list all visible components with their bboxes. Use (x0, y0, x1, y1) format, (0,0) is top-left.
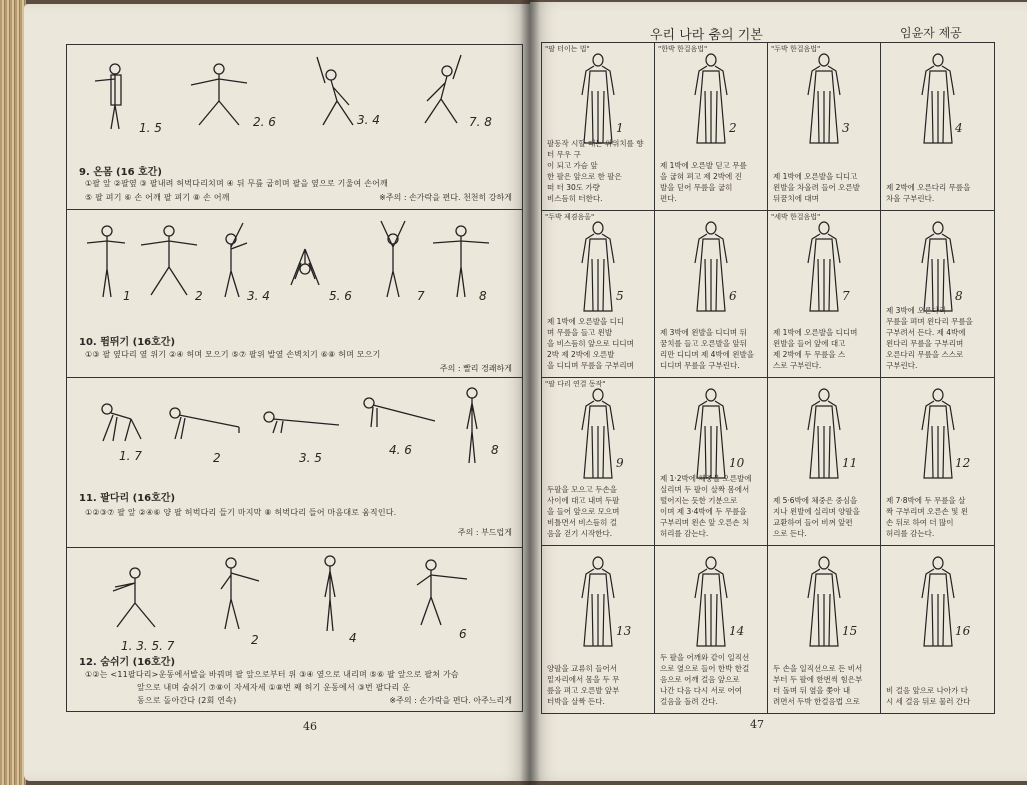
section-instruction: ⑤ 팔 펴기 ⑥ 손 어깨 팔 펴기 ⑧ 손 어깨 (85, 193, 230, 202)
step-description: 제 1·2박에 체중을 오른발에 실리며 두 팔이 살짝 몸에서 떨어지는 듯한 기분으로 이며 제 3·4박에 두 무릎을 구부리며 왼손 앞 오른손 처 허리를 감는다. (660, 473, 752, 538)
step-number: 14 (729, 623, 745, 638)
step-number: 4 (955, 121, 963, 135)
page-number-right: 47 (750, 718, 764, 731)
section-instruction: 동으로 돌아간다 (2회 연속) (137, 696, 237, 705)
step-description: 제 1박에 오른발 딛고 무릎 을 굽혀 펴고 제 2박에 진 발을 딛어 무릎을 굽히 편다. (660, 160, 747, 203)
figure-label: 5. 6 (329, 289, 352, 303)
dancer-figure (802, 51, 846, 151)
step-description: 양팔을 교류히 들어서 밑자리에서 몸을 두 무 릎을 펴고 오른발 앞부 터박을 살짝 든다. (547, 664, 620, 706)
figure-bend-side-2 (417, 53, 471, 127)
dance-step-cell (655, 43, 768, 211)
section-note: 주의 : 부드럽게 (457, 528, 512, 537)
step-description: 제 7·8박에 두 무릎을 살 짝 구부리며 오른손 및 왼 손 뒤로 하여 더 많이 허리를 감는다. (886, 495, 968, 538)
figure-label: 7 (417, 289, 425, 303)
step-number: 13 (616, 623, 632, 638)
figure-label: 2. 6 (253, 115, 276, 129)
step-number: 12 (955, 456, 971, 470)
dance-step-cell (768, 546, 881, 714)
section-instruction: ①②는 <11팔다리>운동에서발을 바꿔며 팔 앞으로부터 위 ③④ 옆으로 내리며 ⑤⑥ 팔 앞으로 팔쳐 가슴 (85, 670, 459, 679)
dance-step-cell (542, 546, 655, 714)
dance-step-cell (881, 43, 994, 211)
page-header-credit: 임윤자 제공 (900, 26, 962, 40)
dance-step-cell (542, 378, 655, 546)
figure-arm-raise (411, 557, 471, 627)
figure-label: 1. 7 (119, 449, 142, 463)
dancer-figure (916, 386, 960, 486)
dance-step-cell (655, 378, 768, 546)
step-description: 제 1박에 오른발을 디디며 왼발을 들어 앞에 대고 제 2박에 두 무릎을 스 스로 구부린다. (773, 328, 858, 370)
step-description: 제 3박에 오른다리 무릎을 펴며 왼다리 무릎을 구부려서 든다. 제 4박에 왼다리 무릎을 구부리며 오른다리 무릎을 스스로 구부린다. (886, 306, 973, 370)
step-description: 제 3박에 왼발을 디디며 뒤 꿈치를 들고 오른발을 앞뒤 리만 디디며 제 4박에 왼발을 디디며 무릎을 구부린다. (660, 328, 755, 370)
dance-step-cell (542, 43, 655, 211)
dance-step-cell (768, 43, 881, 211)
figure-standing-tall (315, 553, 345, 633)
dancer-figure (689, 554, 733, 654)
step-description: 두 손을 일직선으로 든 비서 부터 두 팔에 한번씩 힘은부 터 돌며 뒤 옆을 쫓아 내 려면서 두박 한걸음법 으로 (773, 664, 863, 706)
step-number: 16 (955, 623, 971, 638)
dance-step-cell (768, 211, 881, 379)
section-note: ※주의 : 손가락을 편다. 아주느리게 (389, 696, 512, 705)
step-label: "팔 터이는 법" (545, 45, 590, 53)
step-number: 10 (729, 456, 745, 470)
section-11 (67, 377, 522, 548)
figure-arms-side (187, 61, 251, 129)
step-description: 제 1박에 오른발을 디디고 왼발을 차올려 들어 오른발 뒤꿈치에 대며 (773, 171, 860, 203)
page-header-title: 우리 나라 춤의 기본 (650, 28, 763, 43)
figure-bend-side (309, 55, 361, 129)
exercise-box (66, 44, 523, 712)
section-title: 11. 팔다리 (16호간) (79, 493, 176, 504)
figure-crouch (95, 401, 145, 445)
step-description: 제 5·6박에 체중은 중심을 지나 왼발에 실리며 양팔을 교환하여 들어 비껴 앞편 으로 든다. (773, 495, 860, 538)
dancer-figure (689, 219, 733, 319)
section-9 (67, 45, 522, 210)
dance-step-cell (881, 546, 994, 714)
dance-steps-grid (541, 42, 995, 714)
figure-plank (167, 405, 243, 441)
dancer-figure (689, 386, 733, 486)
dancer-figure (802, 554, 846, 654)
page-number-left: 46 (303, 720, 317, 733)
figure-arms-forward (91, 61, 135, 131)
step-description: 비 걸음 앞으로 나아가 다 시 세 걸음 뒤로 물러 간다 (886, 686, 971, 706)
figure-label: 1. 5 (139, 121, 162, 135)
section-instruction: ①팔 앞 ②팔옆 ③ 팔내려 허벅다리치며 ④ 뒤 무릎 굽히며 팔을 옆으로 기울여 손어깨 (85, 179, 388, 188)
dance-step-cell (768, 378, 881, 546)
step-description: 팔동작 시할 때는 위위치를 향 터 무우 구 이 되고 가슴 앞 한 팔은 앞으로 한 팔은 떠 터 30도 가량 비스듬히 터한다. (547, 138, 644, 203)
dancer-figure (916, 219, 960, 319)
step-label: "두박 한걸음법" (771, 45, 821, 53)
dance-step-cell (881, 378, 994, 546)
step-label: "세박 한걸음법" (771, 212, 821, 221)
figure-pushup (261, 407, 341, 437)
figure-label: 3. 5 (299, 451, 322, 465)
figure-label: 2 (251, 633, 259, 647)
dancer-figure (802, 219, 846, 319)
dancer-figure (576, 51, 620, 151)
step-number: 5 (616, 288, 624, 303)
step-description: 제 2박에 오른다리 무릎을 차올 구부린다. (886, 182, 971, 203)
dance-step-cell (655, 546, 768, 714)
figure-label: 4 (349, 631, 357, 645)
step-number: 6 (729, 288, 737, 303)
section-note: 주의 : 빨리 경쾌하게 (439, 364, 512, 373)
figure-step-arms (215, 555, 265, 631)
step-number: 11 (842, 456, 858, 470)
section-title: 12. 숨쉬기 (16호간) (79, 657, 176, 668)
figure-label: 1 (123, 289, 131, 303)
figure-arms-up (213, 221, 253, 299)
section-instruction: ①③ 팔 옆다리 옆 위기 ②④ 허며 모으기 ⑤⑦ 팔위 발옆 손벽치기 ⑥⑧ 허며 모으기 (85, 350, 381, 359)
section-note: ※주의 : 손가락을 편다. 천천히 강하게 (379, 193, 512, 202)
dancer-figure (576, 554, 620, 654)
figure-label: 4. 6 (389, 443, 412, 457)
step-description: 두 팔을 어깨와 같이 일직선 으로 옆으로 들어 한박 한걸 음으로 어깨 걸음 앞으로 나간 다음 다시 서로 어여 걸음을 돌려 간다. (660, 653, 750, 706)
figure-bend-down (279, 239, 333, 289)
dancer-figure (689, 51, 733, 151)
figure-lunge-arms (105, 565, 169, 629)
book-gutter (520, 0, 540, 785)
step-description: 제 1박에 오른발을 디디 며 무릎을 들고 왼발 을 비스듬히 앞으로 디디며 2박 제 2박에 오른발 을 디디며 무릎을 구부리며 (547, 317, 634, 370)
figure-label: 3. 4 (357, 113, 380, 127)
section-12 (67, 547, 522, 711)
step-number: 3 (842, 121, 850, 135)
dance-step-cell (655, 211, 768, 379)
step-label: "두박 제겸음올" (545, 212, 595, 221)
figure-arms-side-end (429, 223, 493, 299)
section-title: 10. 뜀뛰기 (16호간) (79, 337, 176, 348)
dance-step-cell (881, 211, 994, 379)
figure-label: 8 (491, 443, 499, 457)
figure-arms-up-straight (373, 219, 413, 299)
figure-label: 3. 4 (247, 289, 270, 303)
step-label: "팔 다리 연결 동작" (545, 380, 606, 388)
figure-label: 2 (195, 289, 203, 303)
figure-label: 2 (213, 451, 221, 465)
dancer-figure (916, 554, 960, 654)
figure-jump-spread (137, 223, 201, 299)
step-number: 2 (729, 121, 737, 135)
figure-label: 7. 8 (469, 115, 492, 129)
figure-arms-side (83, 223, 127, 299)
section-instruction: ①②③⑦ 팔 앞 ②④⑥ 양 팔 허벅다리 들기 마지막 ⑧ 허벅다리 들어 마음대로 움직인다. (85, 508, 397, 517)
figure-label: 8 (479, 289, 487, 303)
figure-pushup-up (361, 395, 437, 435)
section-instruction: 앞으로 내며 숨쉬기 ⑦⑧이 자세자세 ①⑧번 째 허기 운동에서 ③번 팔다리 운 (137, 683, 411, 692)
step-number: 15 (842, 623, 858, 638)
section-title: 9. 온몸 (16 호간) (79, 167, 162, 178)
step-number: 9 (616, 456, 624, 470)
step-label: "한박 한걸음법" (658, 45, 708, 53)
figure-standing (457, 385, 487, 465)
dancer-figure (576, 219, 620, 319)
step-number: 1 (616, 121, 624, 135)
dancer-figure (916, 51, 960, 151)
step-description: 두팔을 모으고 두손을 사이에 대고 내며 두팔 을 들어 앞으로 모으며 비틀면서 비스듬히 걸 음을 걷기 시작한다. (547, 484, 620, 538)
step-number: 8 (955, 288, 963, 303)
dance-step-cell (542, 211, 655, 379)
dancer-figure (802, 386, 846, 486)
figure-label: 6 (459, 627, 467, 641)
step-number: 7 (842, 288, 850, 303)
section-10 (67, 209, 522, 378)
figure-label: 1. 3. 5. 7 (121, 639, 175, 653)
dancer-figure (576, 386, 620, 486)
book-page-edges (0, 0, 26, 785)
